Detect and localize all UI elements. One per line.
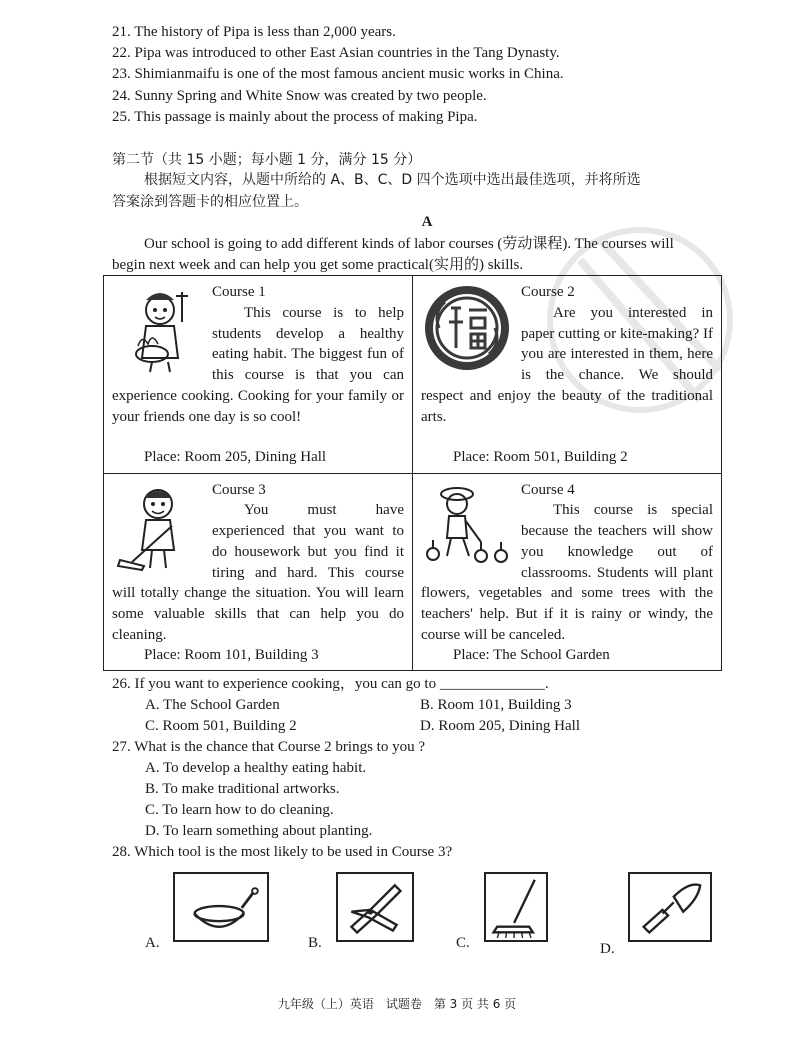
question-28-label-b: B.: [308, 935, 322, 951]
broom-icon: [484, 872, 548, 942]
statement-24: 24. Sunny Spring and White Snow was created by two people.: [112, 88, 487, 104]
question-26-option-a: A. The School Garden: [145, 697, 280, 713]
course-1-text: This course is to help students develop a healthy eating habit. The biggest fun of this course is that you can experience cooking. Cooking for your family or your friends one day is so cool!: [112, 304, 404, 425]
course-1-place: Place: Room 205, Dining Hall: [144, 449, 327, 466]
question-26-option-c: C. Room 501, Building 2: [145, 718, 297, 734]
courses-table: [103, 275, 722, 671]
course-3-text: You must have experienced that you want to do housework but you find it tiring and hard. This course will totally change the situation. You will learn some valuable skills that can help you do cleaning.: [112, 502, 404, 644]
question-28-label-a: A.: [145, 935, 160, 951]
question-28-label-c: C.: [456, 935, 470, 951]
passage-intro-line-1: Our school is going to add different kinds of labor courses (劳动课程). The courses will: [144, 236, 674, 252]
question-27-option-a: A. To develop a healthy eating habit.: [145, 760, 367, 776]
question-27-option-b: B. To make traditional artworks.: [145, 781, 340, 797]
statement-22: 22. Pipa was introduced to other East Asian countries in the Tang Dynasty.: [112, 45, 560, 61]
question-28-stem: 28. Which tool is the most likely to be used in Course 3?: [112, 844, 453, 860]
course-card-3: [104, 473, 413, 671]
pliers-icon: [336, 872, 414, 942]
course-4-title: Course 4: [521, 481, 575, 498]
paper-cut-fu-icon: [421, 282, 513, 374]
course-2-place: Place: Room 501, Building 2: [453, 449, 628, 466]
course-card-1: [104, 276, 413, 474]
question-27-stem: 27. What is the chance that Course 2 brings to you ?: [112, 739, 425, 755]
question-26-option-b: B. Room 101, Building 3: [420, 697, 572, 713]
question-26-stem: 26. If you want to experience cooking，you can go to ______________.: [112, 676, 549, 692]
course-4-text: This course is special because the teachers will show you knowledge out of classrooms. Students will plant flowers, vegetables and some trees with the teachers' help. But if it is rainy or windy, the course will be canceled.: [421, 502, 713, 644]
statement-23: 23. Shimianmaifu is one of the most famous ancient music works in China.: [112, 66, 564, 82]
course-2-title: Course 2: [521, 284, 575, 300]
course-3-title: Course 3: [212, 481, 266, 498]
instruction-line-1: 根据短文内容，从题中所给的 A、B、C、D 四个选项中选出最佳选项，并将所选: [144, 172, 641, 188]
gardening-child-icon: [421, 480, 513, 572]
course-3-place: Place: Room 101, Building 3: [144, 646, 319, 663]
question-28-label-d: D.: [600, 941, 615, 957]
passage-label: A: [421, 214, 433, 230]
question-27-option-c: C. To learn how to do cleaning.: [145, 802, 334, 818]
section-heading: 第二节（共 15 小题；每小题 1 分，满分 15 分）: [112, 152, 422, 168]
course-4-place: Place: The School Garden: [453, 646, 610, 663]
wok-icon: [173, 872, 269, 942]
statement-25: 25. This passage is mainly about the process of making Pipa.: [112, 109, 478, 125]
question-26-option-d: D. Room 205, Dining Hall: [420, 718, 580, 734]
page-footer: 九年级（上）英语 试题卷 第 3 页 共 6 页: [277, 997, 517, 1011]
question-27-option-d: D. To learn something about planting.: [145, 823, 373, 839]
course-1-title: Course 1: [212, 284, 266, 300]
course-card-4: [413, 473, 722, 671]
course-2-text: Are you interested in paper cutting or kite-making? If you are interested in them, here is the chance. We should respect and enjoy the beauty of the traditional arts.: [421, 304, 713, 425]
instruction-line-2: 答案涂到答题卡的相应位置上。: [112, 194, 308, 210]
sweeping-child-icon: [112, 480, 204, 572]
course-card-2: [413, 276, 722, 474]
statement-21: 21. The history of Pipa is less than 2,000 years.: [112, 24, 396, 40]
cooking-child-icon: [112, 282, 204, 374]
passage-intro-line-2: begin next week and can help you get some practical(实用的) skills.: [112, 257, 524, 273]
trowel-icon: [628, 872, 712, 942]
